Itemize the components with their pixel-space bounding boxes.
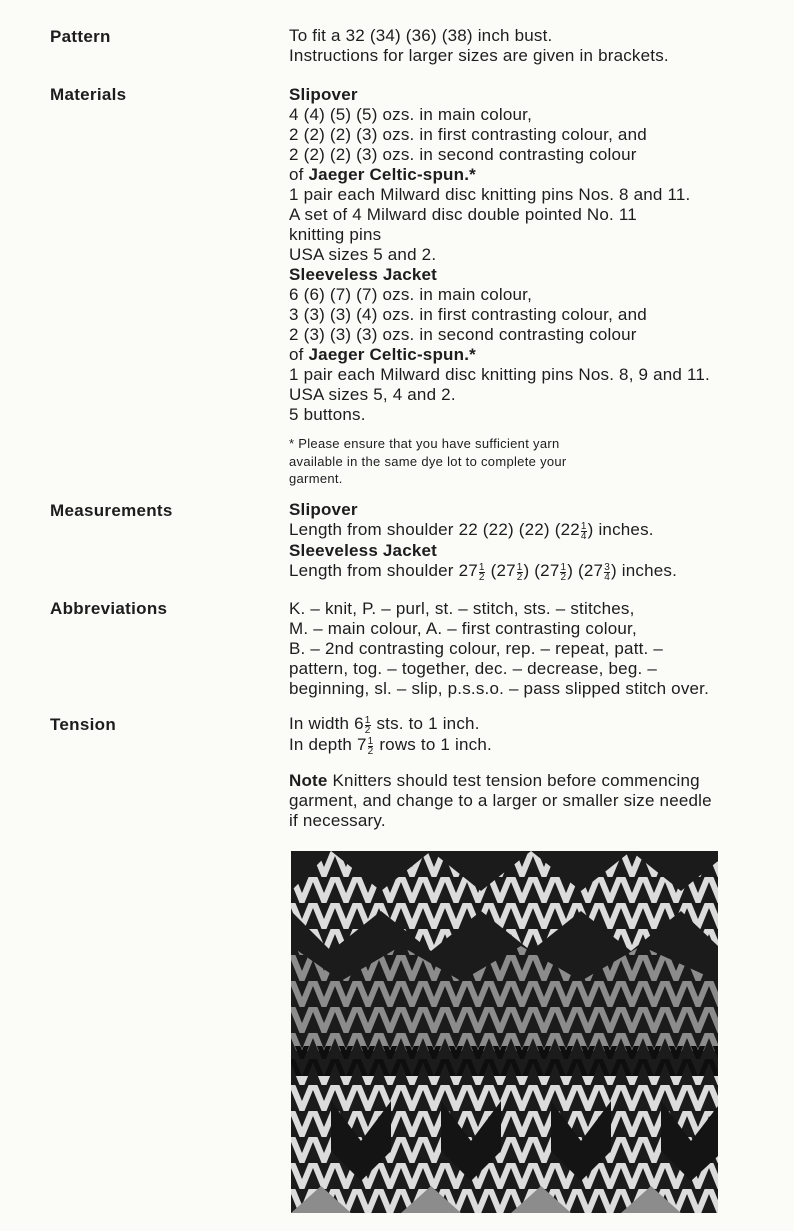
yarn-footnote	[289, 435, 784, 488]
fraction-num: 1	[560, 562, 567, 573]
measure-text: ) inches.	[610, 561, 678, 580]
yarn-prefix: of	[289, 165, 309, 184]
fraction	[365, 716, 371, 735]
measure-text: Length from shoulder 22 (22) (22) (22	[289, 520, 580, 539]
fraction	[581, 522, 587, 541]
fraction-den: 4	[580, 531, 587, 542]
note-text: Knitters should test tension before commencing	[327, 771, 700, 790]
fraction-num: 1	[580, 521, 587, 532]
measure-text: ) (27	[567, 561, 604, 580]
footnote-line: available in the same dye lot to complete your	[289, 453, 567, 469]
tension-label: Tension	[50, 715, 117, 734]
materials-line: 1 pair each Milward disc knitting pins Nos. 8 and 11.	[289, 185, 691, 204]
tension-text-part: rows to 1 inch.	[374, 735, 492, 754]
materials-line: USA sizes 5, 4 and 2.	[289, 385, 456, 404]
fraction	[604, 563, 610, 582]
fraction-num: 1	[367, 736, 374, 747]
note-line	[289, 771, 784, 791]
tension-text-part: sts. to 1 inch.	[371, 714, 480, 733]
tension-text-part: In depth 7	[289, 735, 367, 754]
materials-yarn-line	[289, 165, 784, 185]
yarn-name: Jaeger Celtic-spun.*	[308, 165, 476, 184]
materials-line: 2 (2) (2) (3) ozs. in second contrasting colour	[289, 145, 637, 164]
fraction	[479, 563, 485, 582]
yarn-name: Jaeger Celtic-spun.*	[308, 345, 476, 364]
pattern-line: Instructions for larger sizes are given in brackets.	[289, 46, 669, 65]
materials-line: 3 (3) (3) (4) ozs. in first contrasting colour, and	[289, 305, 647, 324]
fraction-num: 1	[364, 715, 371, 726]
abbrev-line: K. – knit, P. – purl, st. – stitch, sts. – stitches,	[289, 599, 635, 618]
measurements-label: Measurements	[50, 501, 173, 520]
materials-line: knitting pins	[289, 225, 382, 244]
materials-line: 6 (6) (7) (7) ozs. in main colour,	[289, 285, 532, 304]
tension-text-part: In width 6	[289, 714, 364, 733]
footnote-line: garment.	[289, 471, 343, 486]
pattern-text	[289, 26, 784, 66]
note-label: Note	[289, 771, 328, 790]
measure-jacket-line	[289, 561, 784, 582]
abbreviations-text	[289, 599, 784, 699]
materials-line: 4 (4) (5) (5) ozs. in main colour,	[289, 105, 532, 124]
measure-text: (27	[485, 561, 516, 580]
abbrev-line: pattern, tog. – together, dec. – decrease, beg. –	[289, 659, 657, 678]
footnote-line: * Please ensure that you have sufficient yarn	[289, 436, 560, 451]
materials-line: 5 buttons.	[289, 405, 366, 424]
fraction-num: 3	[604, 562, 610, 573]
fraction-den: 2	[516, 572, 523, 583]
materials-line: USA sizes 5 and 2.	[289, 245, 437, 264]
materials-line: 2 (3) (3) (3) ozs. in second contrasting colour	[289, 325, 637, 344]
fraction-den: 2	[478, 572, 485, 583]
materials-label: Materials	[50, 85, 127, 104]
fraction-den: 2	[364, 725, 371, 736]
measure-slipover-heading: Slipover	[289, 500, 358, 519]
note-line: garment, and change to a larger or smaller size needle	[289, 791, 712, 810]
tension-depth-line	[289, 735, 784, 756]
measure-text: ) inches.	[587, 520, 654, 539]
fair-isle-swatch-photo	[291, 851, 718, 1213]
abbrev-line: beginning, sl. – slip, p.s.s.o. – pass slipped stitch over.	[289, 679, 710, 698]
tension-note	[289, 771, 784, 831]
fraction	[560, 563, 566, 582]
slipover-heading: Slipover	[289, 85, 358, 104]
measurements-text	[289, 500, 784, 582]
pattern-line: To fit a 32 (34) (36) (38) inch bust.	[289, 26, 553, 45]
materials-line: 2 (2) (2) (3) ozs. in first contrasting colour, and	[289, 125, 647, 144]
tension-width-line	[289, 714, 784, 735]
pattern-label: Pattern	[50, 27, 111, 46]
measure-slipover-line	[289, 520, 784, 541]
materials-text	[289, 85, 784, 488]
fraction-num: 1	[478, 562, 485, 573]
abbreviations-label: Abbreviations	[50, 599, 168, 618]
measure-text: Length from shoulder 27	[289, 561, 478, 580]
measure-jacket-heading: Sleeveless Jacket	[289, 541, 438, 560]
tension-text	[289, 714, 784, 831]
fraction-den: 2	[367, 746, 374, 757]
fraction	[368, 737, 374, 756]
abbrev-line: M. – main colour, A. – first contrasting colour,	[289, 619, 637, 638]
fraction-den: 4	[604, 572, 610, 583]
jacket-heading: Sleeveless Jacket	[289, 265, 438, 284]
fraction-num: 1	[516, 562, 523, 573]
measure-text: ) (27	[523, 561, 560, 580]
swatch-illustration	[291, 851, 718, 1213]
materials-line: A set of 4 Milward disc double pointed No. 11	[289, 205, 637, 224]
fraction-den: 2	[560, 572, 567, 583]
abbrev-line: B. – 2nd contrasting colour, rep. – repeat, patt. –	[289, 639, 664, 658]
yarn-prefix: of	[289, 345, 309, 364]
materials-yarn-line	[289, 345, 784, 365]
materials-line: 1 pair each Milward disc knitting pins Nos. 8, 9 and 11.	[289, 365, 710, 384]
note-line: if necessary.	[289, 811, 386, 830]
fraction	[517, 563, 523, 582]
